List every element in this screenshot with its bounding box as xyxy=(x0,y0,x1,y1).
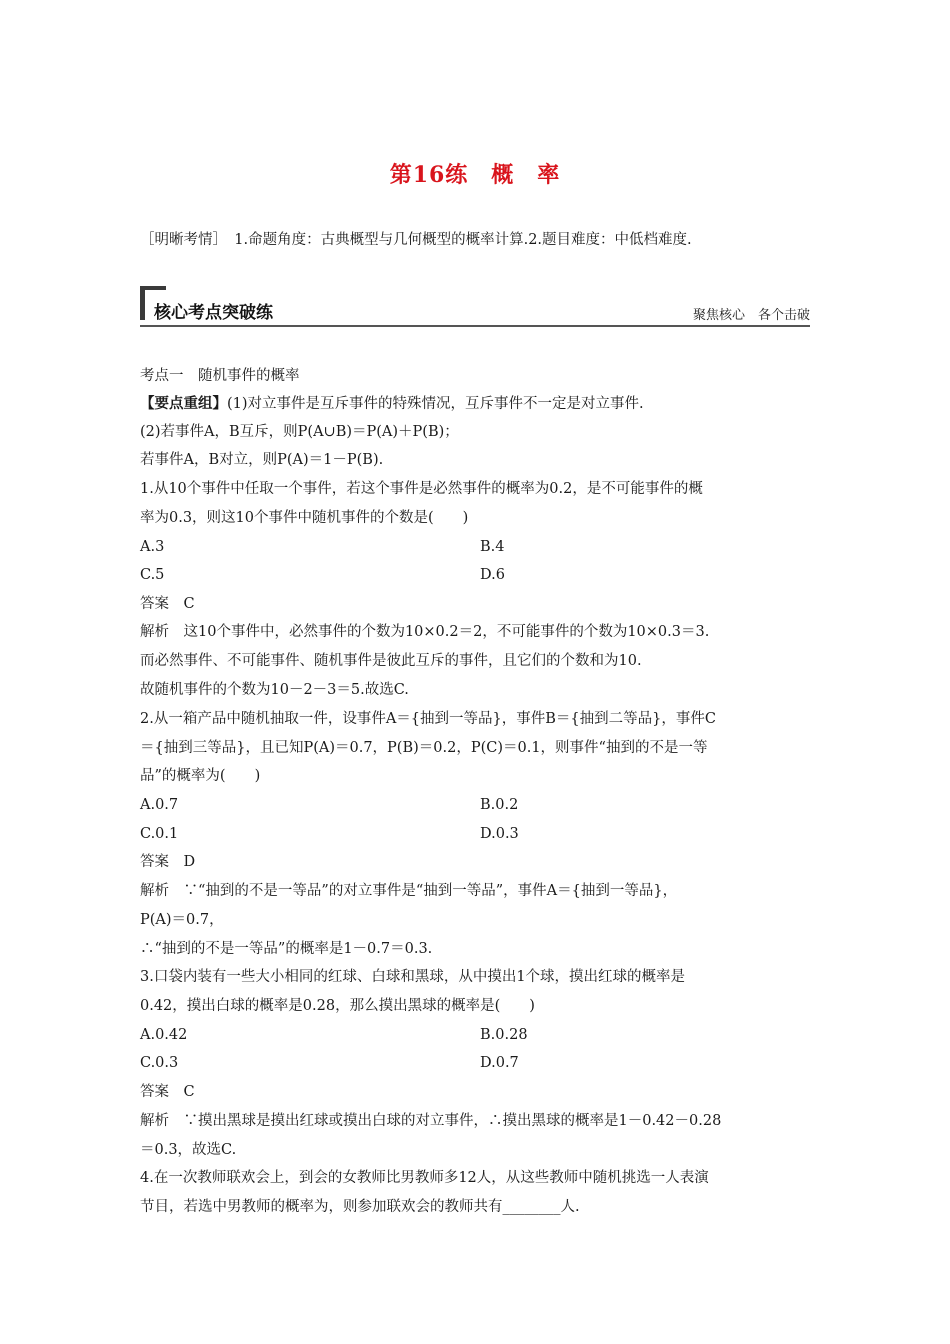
option: C.5 xyxy=(140,567,165,583)
key-point-text: (2)若事件A，B互斥，则P(A∪B)＝P(A)＋P(B)； xyxy=(140,424,459,440)
question-stem: 4.在一次教师联欢会上，到会的女教师比男教师多12人，从这些教师中随机挑选一人表演 xyxy=(140,1170,709,1186)
option: D.0.3 xyxy=(480,826,519,842)
option: C.0.1 xyxy=(140,826,179,842)
key-point-text: 若事件A，B对立，则P(A)＝1－P(B). xyxy=(140,452,384,468)
analysis-line: 故随机事件的个数为10－2－3＝5.故选C. xyxy=(140,682,409,698)
key-point-text: (1)对立事件是互斥事件的特殊情况，互斥事件不一定是对立事件. xyxy=(227,396,644,412)
analysis-line: 解析 ∵摸出黑球是摸出红球或摸出白球的对立事件，∴摸出黑球的概率是1－0.42－0.28 xyxy=(140,1113,722,1129)
question-stem: ＝{抽到三等品}，且已知P(A)＝0.7，P(B)＝0.2，P(C)＝0.1，则事件“抽到的不是一等 xyxy=(140,740,708,756)
analysis-line: 而必然事件、不可能事件、随机事件是彼此互斥的事件，且它们的个数和为10. xyxy=(140,653,642,669)
banner-subtitle: 聚焦核心 各个击破 xyxy=(692,308,810,323)
section-banner xyxy=(140,286,810,330)
question-stem: 率为0.3，则这10个事件中随机事件的个数是( ) xyxy=(140,510,469,526)
option: A.0.7 xyxy=(140,797,179,813)
key-points-label: 【要点重组】 xyxy=(140,395,227,412)
question-stem: 节目，若选中男教师的概率为，则参加联欢会的教师共有________人. xyxy=(140,1199,580,1215)
analysis-line: 解析 ∵“抽到的不是一等品”的对立事件是“抽到一等品”，事件A＝{抽到一等品}， xyxy=(140,883,678,899)
option: D.6 xyxy=(480,567,505,583)
section-title: 考点一 随机事件的概率 xyxy=(140,368,300,384)
banner-corner-mark xyxy=(140,286,145,320)
option: B.4 xyxy=(480,539,505,555)
question-stem: 品”的概率为( ) xyxy=(140,768,261,784)
analysis-line: P(A)＝0.7， xyxy=(140,912,224,928)
answer-line: 答案 C xyxy=(140,596,195,612)
key-points-line xyxy=(140,394,644,414)
intro-line: ［明晰考情］ 1.命题角度：古典概型与几何概型的概率计算.2.题目难度：中低档难度. xyxy=(140,232,692,248)
question-stem: 0.42，摸出白球的概率是0.28，那么摸出黑球的概率是( ) xyxy=(140,998,535,1014)
answer-line: 答案 C xyxy=(140,1084,195,1100)
analysis-line: ∴“抽到的不是一等品”的概率是1－0.7＝0.3. xyxy=(140,941,433,957)
question-stem: 3.口袋内装有一些大小相同的红球、白球和黑球，从中摸出1个球，摸出红球的概率是 xyxy=(140,969,686,985)
option: B.0.2 xyxy=(480,797,519,813)
analysis-line: 解析 这10个事件中，必然事件的个数为10×0.2＝2，不可能事件的个数为10×0.3＝3. xyxy=(140,624,710,640)
banner-heading: 核心考点突破练 xyxy=(154,303,273,323)
answer-line: 答案 D xyxy=(140,854,196,870)
option: C.0.3 xyxy=(140,1055,179,1071)
banner-rule xyxy=(140,325,810,327)
option: A.3 xyxy=(140,539,165,555)
option: A.0.42 xyxy=(140,1027,188,1043)
question-stem: 2.从一箱产品中随机抽取一件，设事件A＝{抽到一等品}，事件B＝{抽到二等品}，事件C xyxy=(140,711,716,727)
option: D.0.7 xyxy=(480,1055,519,1071)
analysis-line: ＝0.3，故选C. xyxy=(140,1142,237,1158)
banner-corner-mark xyxy=(140,286,166,290)
question-stem: 1.从10个事件中任取一个事件，若这个事件是必然事件的概率为0.2，是不可能事件的概 xyxy=(140,481,703,497)
page-title: 第16练 概 率 xyxy=(389,162,561,188)
option: B.0.28 xyxy=(480,1027,528,1043)
